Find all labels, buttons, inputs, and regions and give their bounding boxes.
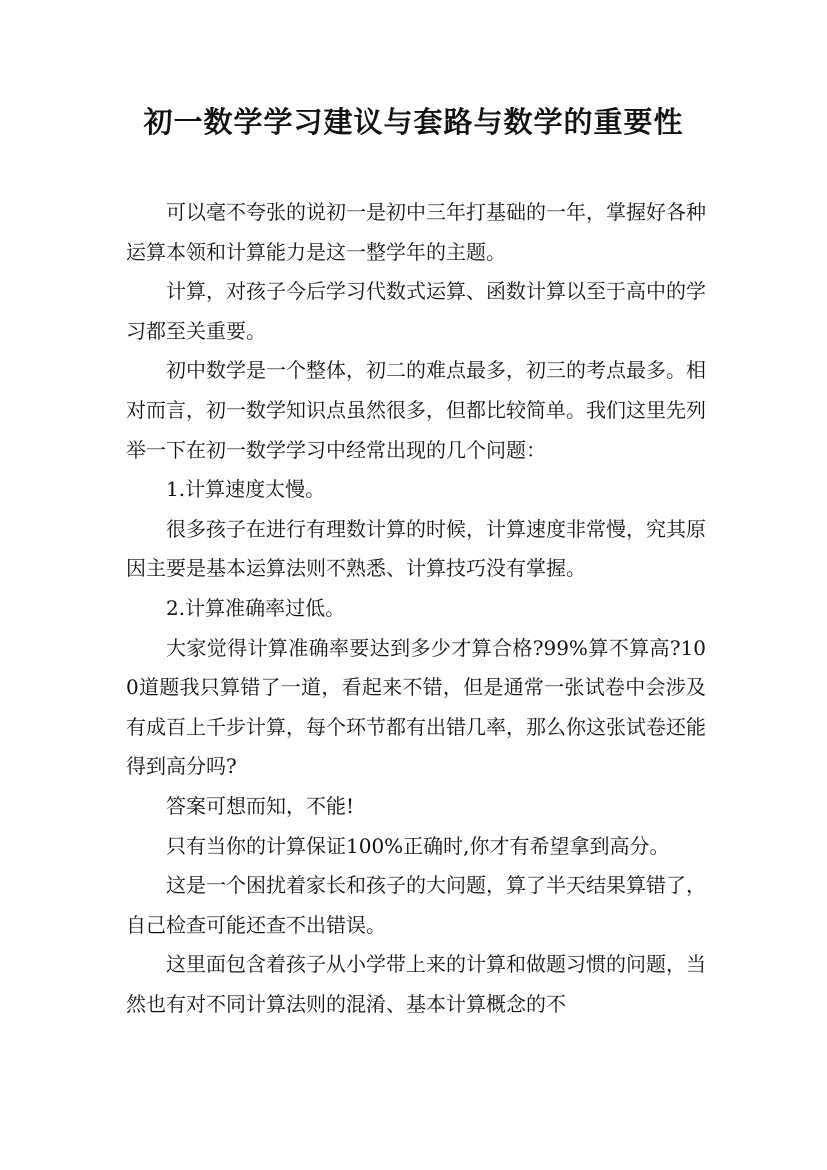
- paragraph: 答案可想而知，不能!: [166, 793, 355, 818]
- paragraph: 大家觉得计算准确率要达到多少才算合格?99%算不算高?100道题我只算错了一道，看起来不错，但是通常一张试卷中会涉及有成百上千步计算，每个环节都有出错几率，那么你这张试卷还能得到高分吗?: [126, 635, 706, 779]
- paragraph: 计算，对孩子今后学习代数式运算、函数计算以至于高中的学习都至关重要。: [126, 279, 706, 343]
- paragraph: 初中数学是一个整体，初二的难点最多，初三的考点最多。相对而言，初一数学知识点虽然很多，但都比较简单。我们这里先列举一下在初一数学学习中经常出现的几个问题：: [126, 358, 706, 462]
- paragraph: 这是一个困扰着家长和孩子的大问题，算了半天结果算错了，自己检查可能还查不出错误。: [126, 873, 706, 937]
- paragraph: 只有当你的计算保证100%正确时,你才有希望拿到高分。: [166, 833, 670, 858]
- document-body: [126, 193, 706, 1024]
- document-title: 初一数学学习建议与套路与数学的重要性: [143, 105, 684, 139]
- list-heading: 1.计算速度太慢。: [166, 477, 326, 502]
- paragraph: 很多孩子在进行有理数计算的时候，计算速度非常慢，究其原因主要是基本运算法则不熟悉、计算技巧没有掌握。: [126, 516, 706, 581]
- paragraph: 可以毫不夸张的说初一是初中三年打基础的一年，掌握好各种运算本领和计算能力是这一整学年的主题。: [126, 200, 706, 264]
- list-heading: 2.计算准确率过低。: [166, 595, 346, 620]
- paragraph: 这里面包含着孩子从小学带上来的计算和做题习惯的问题，当然也有对不同计算法则的混淆、基本计算概念的不: [126, 952, 706, 1016]
